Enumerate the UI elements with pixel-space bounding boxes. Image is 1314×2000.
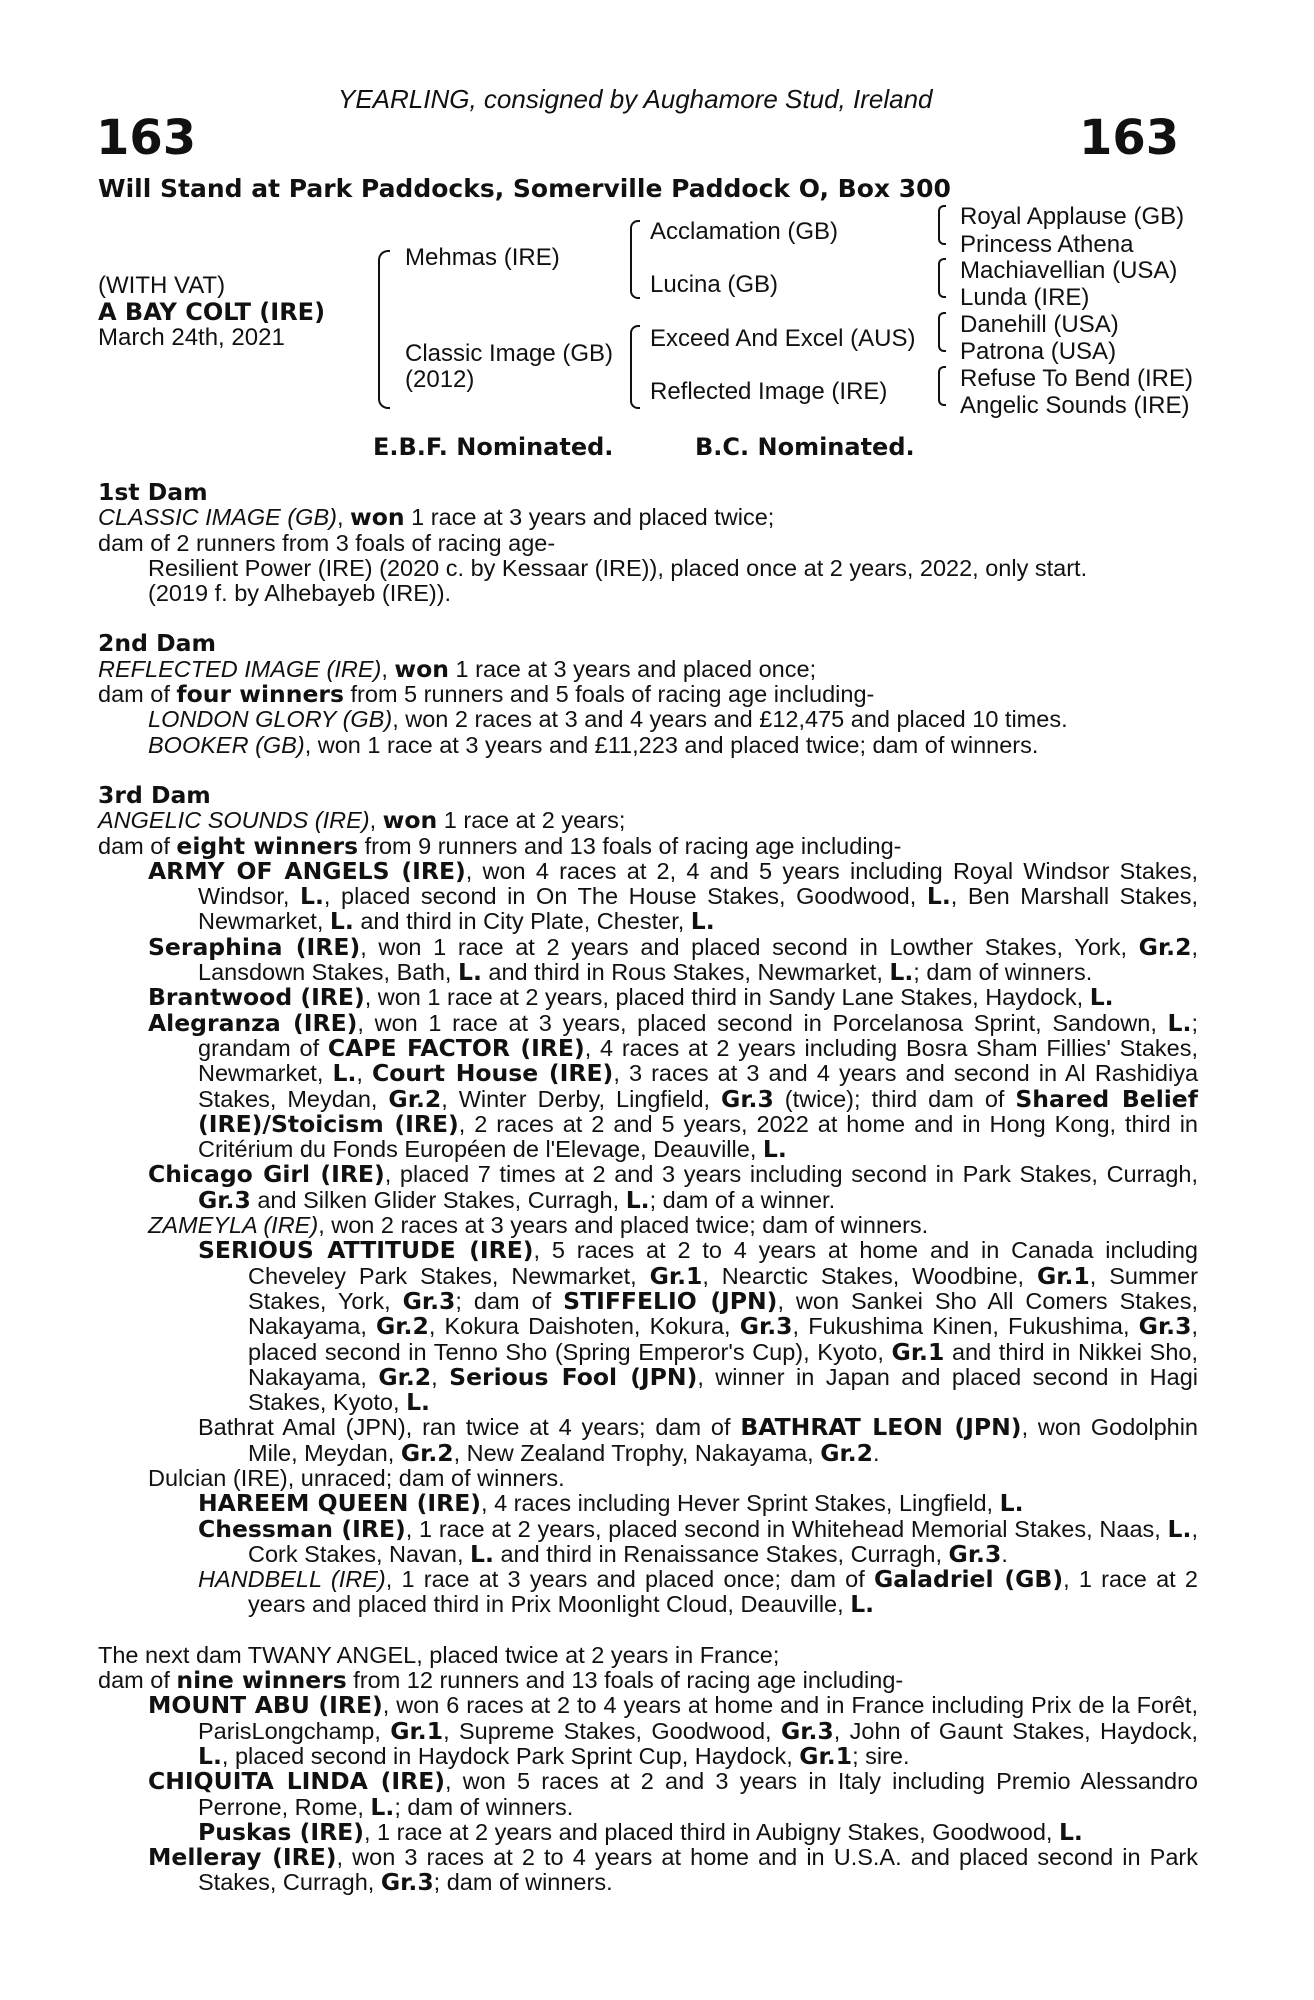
produce-entry: Melleray (IRE), won 3 races at 2 to 4 years at home and in U.S.A. and placed second in Park Stakes, Curragh, Gr.3; dam of winners. — [148, 1843, 1198, 1897]
produce-entry: Brantwood (IRE), won 1 race at 2 years, placed third in Sandy Lane Stakes, Haydock, L. — [148, 983, 1114, 1012]
pedigree-g3-1: Royal Applause (GB) — [960, 203, 1185, 230]
third-dam-heading: 3rd Dam — [98, 780, 211, 809]
bc-nomination: B.C. Nominated. — [695, 433, 915, 461]
grandproduce-entry: Puskas (IRE), 1 race at 2 years and placed third in Aubigny Stakes, Goodwood, L. — [198, 1817, 1083, 1846]
pedigree-brace-g4 — [938, 366, 946, 406]
produce-entry: Seraphina (IRE), won 1 race at 2 years and placed second in Lowther Stakes, York, Gr.2, Lansdown Stakes, Bath, L. and third in Rous Stakes, Newmarket, L.; dam of winners. — [148, 932, 1198, 987]
pedigree-dam: Classic Image (GB) — [405, 340, 614, 367]
pedigree-dam-dam: Reflected Image (IRE) — [650, 378, 888, 405]
pedigree-dam-year: (2012) — [405, 366, 475, 393]
second-dam-foal: BOOKER (GB), won 1 race at 3 years and £11,223 and placed twice; dam of winners. — [148, 731, 1039, 758]
produce-entry: CHIQUITA LINDA (IRE), won 5 races at 2 and 3 years in Italy including Premio Alessandro Perrone, Rome, L.; dam of winners. — [148, 1767, 1199, 1821]
pedigree-brace-g3 — [938, 312, 946, 352]
grandproduce-entry: HANDBELL (IRE), 1 race at 3 years and placed once; dam of Galadriel (GB), 1 race at 2 years and placed third in Prix Moonlight Cloud, Deauville, L. — [198, 1565, 1198, 1619]
ebf-nomination: E.B.F. Nominated. — [373, 433, 614, 461]
grandproduce-entry: Bathrat Amal (JPN), ran twice at 4 years; dam of BATHRAT LEON (JPN), won Godolphin Mile, Meydan, Gr.2, New Zealand Trophy, Nakayama, Gr.2. — [198, 1413, 1198, 1467]
third-dam-produce-line: dam of eight winners from 9 runners and 13 foals of racing age including- — [98, 831, 902, 860]
produce-entry: Dulcian (IRE), unraced; dam of winners. — [148, 1464, 565, 1491]
grandproduce-entry: Chessman (IRE), 1 race at 2 years, placed second in Whitehead Memorial Stakes, Naas, L., Cork Stakes, Navan, L. and third in Renaissance Stakes, Curragh, Gr.3. — [198, 1514, 1198, 1568]
pedigree-g3-2: Princess Athena — [960, 231, 1134, 258]
pedigree-brace-g2 — [938, 258, 946, 298]
first-dam-foal: Resilient Power (IRE) (2020 c. by Kessaar (IRE)), placed once at 2 years, 2022, only start. — [148, 554, 1088, 581]
pedigree-g3-8: Angelic Sounds (IRE) — [960, 392, 1190, 419]
next-dam-produce-line: dam of nine winners from 12 runners and 13 foals of racing age including- — [98, 1666, 904, 1695]
pedigree-brace-sire — [630, 220, 640, 299]
pedigree-g3-3: Machiavellian (USA) — [960, 257, 1178, 284]
vat-note: (WITH VAT) — [98, 272, 226, 299]
lot-number-right: 163 — [1079, 110, 1180, 166]
second-dam-heading: 2nd Dam — [98, 629, 216, 658]
pedigree-sire-dam: Lucina (GB) — [650, 271, 779, 298]
pedigree-g3-6: Patrona (USA) — [960, 338, 1117, 365]
pedigree-g3-7: Refuse To Bend (IRE) — [960, 365, 1194, 392]
pedigree-sire: Mehmas (IRE) — [405, 244, 560, 271]
pedigree-g3-4: Lunda (IRE) — [960, 284, 1090, 311]
lot-number-left: 163 — [96, 110, 197, 166]
first-dam-foal: (2019 f. by Alhebayeb (IRE)). — [148, 580, 452, 607]
produce-entry: ARMY OF ANGELS (IRE), won 4 races at 2, 4 and 5 years including Royal Windsor Stakes, Windsor, L., placed second in On The House Stakes, Goodwood, L., Ben Marshall Stakes, Newmarket, L. and third in City Plate, Chester, L. — [148, 856, 1198, 936]
third-dam-line: ANGELIC SOUNDS (IRE), won 1 race at 2 years; — [98, 806, 626, 835]
second-dam-produce-line: dam of four winners from 5 runners and 5 foals of racing age including- — [98, 680, 875, 709]
foaling-date: March 24th, 2021 — [98, 324, 285, 351]
pedigree-sire-sire: Acclamation (GB) — [650, 218, 839, 245]
stand-location: Will Stand at Park Paddocks, Somerville Paddock O, Box 300 — [98, 174, 951, 203]
pedigree-notes — [98, 480, 1198, 1896]
grandproduce-entry: SERIOUS ATTITUDE (IRE), 5 races at 2 to 4 years at home and in Canada including Cheveley Park Stakes, Newmarket, Gr.1, Nearctic Stakes, Woodbine, Gr.1, Summer Stakes, York, Gr.3; dam of STIFFELIO (JPN), won Sankei Sho All Comers Stakes, Nakayama, Gr.2, Kokura Daishoten, Kokura, Gr.3, Fukushima Kinen, Fukushima, Gr.3, placed second in Tenno Sho (Spring Emperor's Cup), Kyoto, Gr.1 and third in Nikkei Sho, Nakayama, Gr.2, Serious Fool (JPN), winner in Japan and placed second in Hagi Stakes, Kyoto, L. — [198, 1236, 1198, 1417]
grandproduce-entry: HAREEM QUEEN (IRE), 4 races including Hever Sprint Stakes, Lingfield, L. — [198, 1489, 1024, 1518]
pedigree-brace-g1 — [938, 205, 946, 245]
first-dam-line: CLASSIC IMAGE (GB), won 1 race at 3 years and placed twice; — [98, 503, 775, 532]
next-dam-line: The next dam TWANY ANGEL, placed twice at 2 years in France; — [98, 1641, 780, 1668]
pedigree-dam-sire: Exceed And Excel (AUS) — [650, 325, 916, 352]
pedigree-g3-5: Danehill (USA) — [960, 311, 1119, 338]
pedigree-brace-dam — [630, 325, 640, 409]
produce-entry: Chicago Girl (IRE), placed 7 times at 2 and 3 years including second in Park Stakes, Curragh, Gr.3 and Silken Glider Stakes, Curragh, L.; dam of a winner. — [148, 1160, 1198, 1214]
horse-name: A BAY COLT (IRE) — [98, 298, 326, 326]
produce-entry: MOUNT ABU (IRE), won 6 races at 2 to 4 years at home and in France including Prix de la Forêt, ParisLongchamp, Gr.1, Supreme Stakes, Goodwood, Gr.3, John of Gaunt Stakes, Haydock, L., placed second in Haydock Park Sprint Cup, Haydock, Gr.1; sire. — [148, 1691, 1198, 1770]
produce-entry: ZAMEYLA (IRE), won 2 races at 3 years and placed twice; dam of winners. — [148, 1212, 929, 1239]
produce-entry: Alegranza (IRE), won 1 race at 3 years, placed second in Porcelanosa Sprint, Sandown, L.; grandam of CAPE FACTOR (IRE), 4 races at 2 years including Bosra Sham Fillies' Stakes, Newmarket, L., Court House (IRE), 3 races at 3 and 4 years and second in Al Rashidiya Stakes, Meydan, Gr.2, Winter Derby, Lingfield, Gr.3 (twice); third dam of Shared Belief (IRE)/Stoicism (IRE), 2 races at 2 and 5 years, 2022 at home and in Hong Kong, third in Critérium du Fonds Européen de l'Elevage, Deauville, L. — [148, 1008, 1199, 1164]
catalogue-subtitle: YEARLING, consigned by Aughamore Stud, Ireland — [338, 84, 933, 114]
first-dam-heading: 1st Dam — [98, 478, 208, 506]
second-dam-foal: LONDON GLORY (GB), won 2 races at 3 and 4 years and £12,475 and placed 10 times. — [148, 706, 1068, 733]
first-dam-produce-line: dam of 2 runners from 3 foals of racing age- — [98, 529, 556, 556]
pedigree-brace-main — [378, 250, 390, 409]
second-dam-line: REFLECTED IMAGE (IRE), won 1 race at 3 years and placed once; — [98, 654, 817, 683]
